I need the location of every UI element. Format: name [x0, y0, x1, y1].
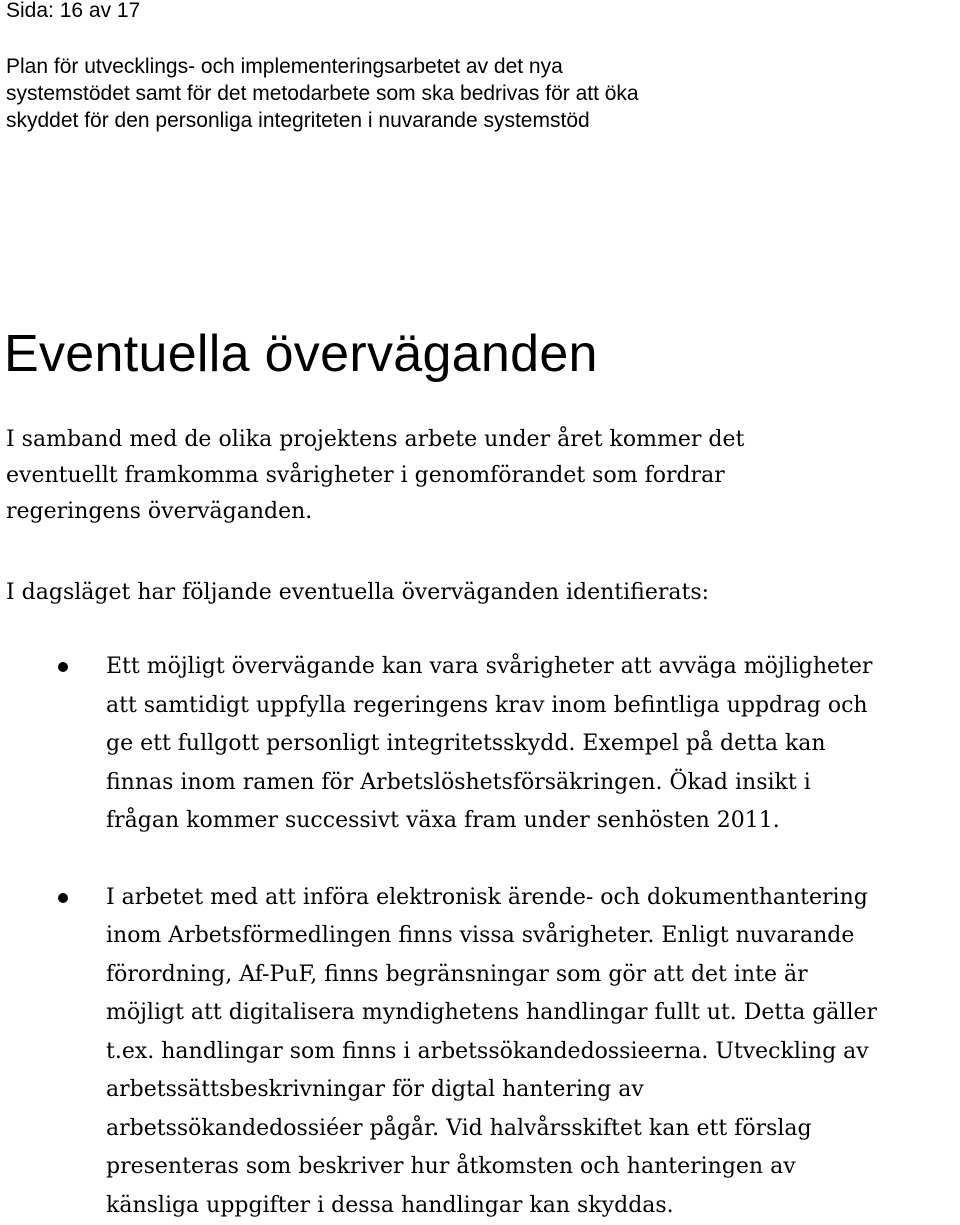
- list-item-line: finnas inom ramen för Arbetslöshetsförsäkringen. Ökad insikt i: [106, 764, 960, 803]
- list-item-line: möjligt att digitalisera myndighetens handlingar fullt ut. Detta gäller: [106, 994, 960, 1033]
- list-item-line: I arbetet med att införa elektronisk ärende- och dokumenthantering: [106, 879, 960, 918]
- list-item-line: arbetssökandedossiéer pågår. Vid halvårsskiftet kan ett förslag: [106, 1110, 960, 1149]
- list-item-line: arbetssättsbeskrivningar för digtal hantering av: [106, 1071, 960, 1110]
- list-item-line: presenteras som beskriver hur åtkomsten och hanteringen av: [106, 1148, 960, 1187]
- list-item-line: t.ex. handlingar som finns i arbetssökandedossieerna. Utveckling av: [106, 1033, 960, 1072]
- intro-line: regeringens överväganden.: [6, 494, 946, 530]
- intro-line: I samband med de olika projektens arbete under året kommer det: [6, 422, 946, 458]
- list-item-line: inom Arbetsförmedlingen finns vissa svårigheter. Enligt nuvarande: [106, 917, 960, 956]
- list-item: [0, 879, 960, 1225]
- list-item-line: ge ett fullgott personligt integritetsskydd. Exempel på detta kan: [106, 725, 960, 764]
- list-item-line: Ett möjligt övervägande kan vara svårigheter att avväga möjligheter: [106, 648, 960, 687]
- considerations-list: [0, 648, 960, 1225]
- list-item-line: att samtidigt uppfylla regeringens krav inom befintliga uppdrag och: [106, 687, 960, 726]
- intro-paragraph: [6, 422, 946, 530]
- bullet-dot-icon: [58, 662, 68, 672]
- document-header-line: systemstödet samt för det metodarbete som ska bedrivas för att öka: [6, 80, 906, 107]
- bullet-dot-icon: [58, 893, 68, 903]
- document-header-line: skyddet för den personliga integriteten i nuvarande systemstöd: [6, 107, 906, 134]
- intro-line: eventuellt framkomma svårigheter i genomförandet som fordrar: [6, 458, 946, 494]
- list-item-line: känsliga uppgifter i dessa handlingar kan skyddas.: [106, 1187, 960, 1225]
- page-number: Sida: 16 av 17: [6, 0, 140, 24]
- section-title: Eventuella överväganden: [4, 320, 598, 388]
- document-header-line: Plan för utvecklings- och implementeringsarbetet av det nya: [6, 53, 906, 80]
- list-item-line: förordning, Af-PuF, finns begränsningar som gör att det inte är: [106, 956, 960, 995]
- document-header: [6, 53, 906, 134]
- lead-paragraph: I dagsläget har följande eventuella överväganden identifierats:: [6, 575, 946, 611]
- list-item: [0, 648, 960, 841]
- list-item-line: frågan kommer successivt växa fram under senhösten 2011.: [106, 802, 960, 841]
